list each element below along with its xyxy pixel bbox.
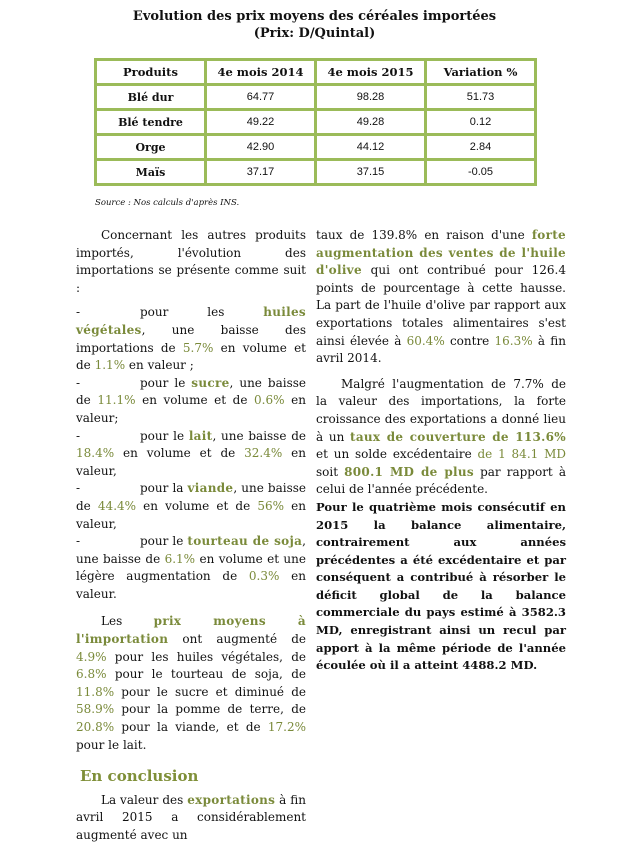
conclusion-paragraph: La valeur des exportations à fin avril 2015 a considérablement augmenté avec un	[76, 792, 306, 842]
header-2014: 4e mois 2014	[206, 60, 316, 85]
header-produits: Produits	[96, 60, 206, 85]
cell-product: Orge	[96, 135, 206, 160]
bullet-item: - pour le lait, une baisse de 18.4% en volume et de 32.4% en valeur,	[76, 428, 306, 478]
balance-paragraph: Pour le quatrième mois consécutif en 2015 la balance alimentaire, contrairement aux années précédentes a été excédentaire et par conséquent a contribué à résorber le déficit global de la balance commerciale du pays estimé à 3582.3 MD, enregistrant ainsi un recul par apport à la même période de l'année écoulée où il a atteint 4488.2 MD.	[316, 499, 566, 673]
title-line-1: Evolution des prix moyens des céréales importées	[132, 9, 497, 24]
cell-variation: 51.73	[426, 85, 536, 110]
table-row	[96, 135, 536, 160]
cell-2014: 37.17	[206, 160, 316, 185]
cell-2014: 42.90	[206, 135, 316, 160]
title-line-2: (Prix: D/Quintal)	[253, 26, 376, 41]
cell-2015: 49.28	[316, 110, 426, 135]
table-row	[96, 85, 536, 110]
right-column	[316, 227, 566, 675]
coverage-paragraph: Malgré l'augmentation de 7.7% de la valeur des importations, la forte croissance des exportations a donné lieu à un taux de couverture de 113.6% et un solde excédentaire de 1 84.1 MD soit 800.1 MD de plus par rapport à celui de l'année précédente.	[316, 376, 566, 497]
header-2015: 4e mois 2015	[316, 60, 426, 85]
cell-variation: 0.12	[426, 110, 536, 135]
table-source: Source : Nos calculs d'après INS.	[95, 198, 240, 208]
cell-variation: 2.84	[426, 135, 536, 160]
table-header-row	[96, 60, 536, 85]
section-heading-conclusion: En conclusion	[80, 767, 199, 786]
cell-2015: 98.28	[316, 85, 426, 110]
cereal-price-table	[94, 58, 537, 186]
cell-variation: -0.05	[426, 160, 536, 185]
cell-2014: 64.77	[206, 85, 316, 110]
intro-paragraph: Concernant les autres produits importés, l'évolution des importations se présente comme suit :	[76, 228, 306, 295]
bullet-item: - pour le tourteau de soja, une baisse de 6.1% en volume et une légère augmentation de 0.3% en valeur.	[76, 534, 306, 601]
table-row	[96, 160, 536, 185]
bullet-item: - pour le sucre, une baisse de 11.1% en volume et de 0.6% en valeur;	[76, 375, 306, 425]
header-variation: Variation %	[426, 60, 536, 85]
bullet-item: - pour la viande, une baisse de 44.4% en volume et de 56% en valeur,	[76, 481, 306, 531]
cell-product: Blé dur	[96, 85, 206, 110]
table-row	[96, 110, 536, 135]
cell-product: Maïs	[96, 160, 206, 185]
export-paragraph: taux de 139.8% en raison d'une forte augmentation des ventes de l'huile d'olive qui ont contribué pour 126.4 points de pourcentage à cette hausse. La part de l'huile d'olive par rapport aux exportations totales alimentaires s'est ainsi élevée à 60.4% contre 16.3% à fin avril 2014.	[316, 228, 567, 366]
cell-product: Blé tendre	[96, 110, 206, 135]
cell-2015: 37.15	[316, 160, 426, 185]
cell-2015: 44.12	[316, 135, 426, 160]
left-column	[76, 227, 306, 845]
document-title	[0, 8, 629, 42]
prix-paragraph: Les prix moyens à l'importation ont augmenté de 4.9% pour les huiles végétales, de 6.8% pour le tourteau de soja, de 11.8% pour le sucre et diminué de 58.9% pour la pomme de terre, de 20.8% pour la viande, et de 17.2% pour le lait.	[76, 614, 307, 752]
cell-2014: 49.22	[206, 110, 316, 135]
bullet-item: - pour les huiles végétales, une baisse des importations de 5.7% en volume et de 1.1% en valeur ;	[76, 305, 307, 373]
